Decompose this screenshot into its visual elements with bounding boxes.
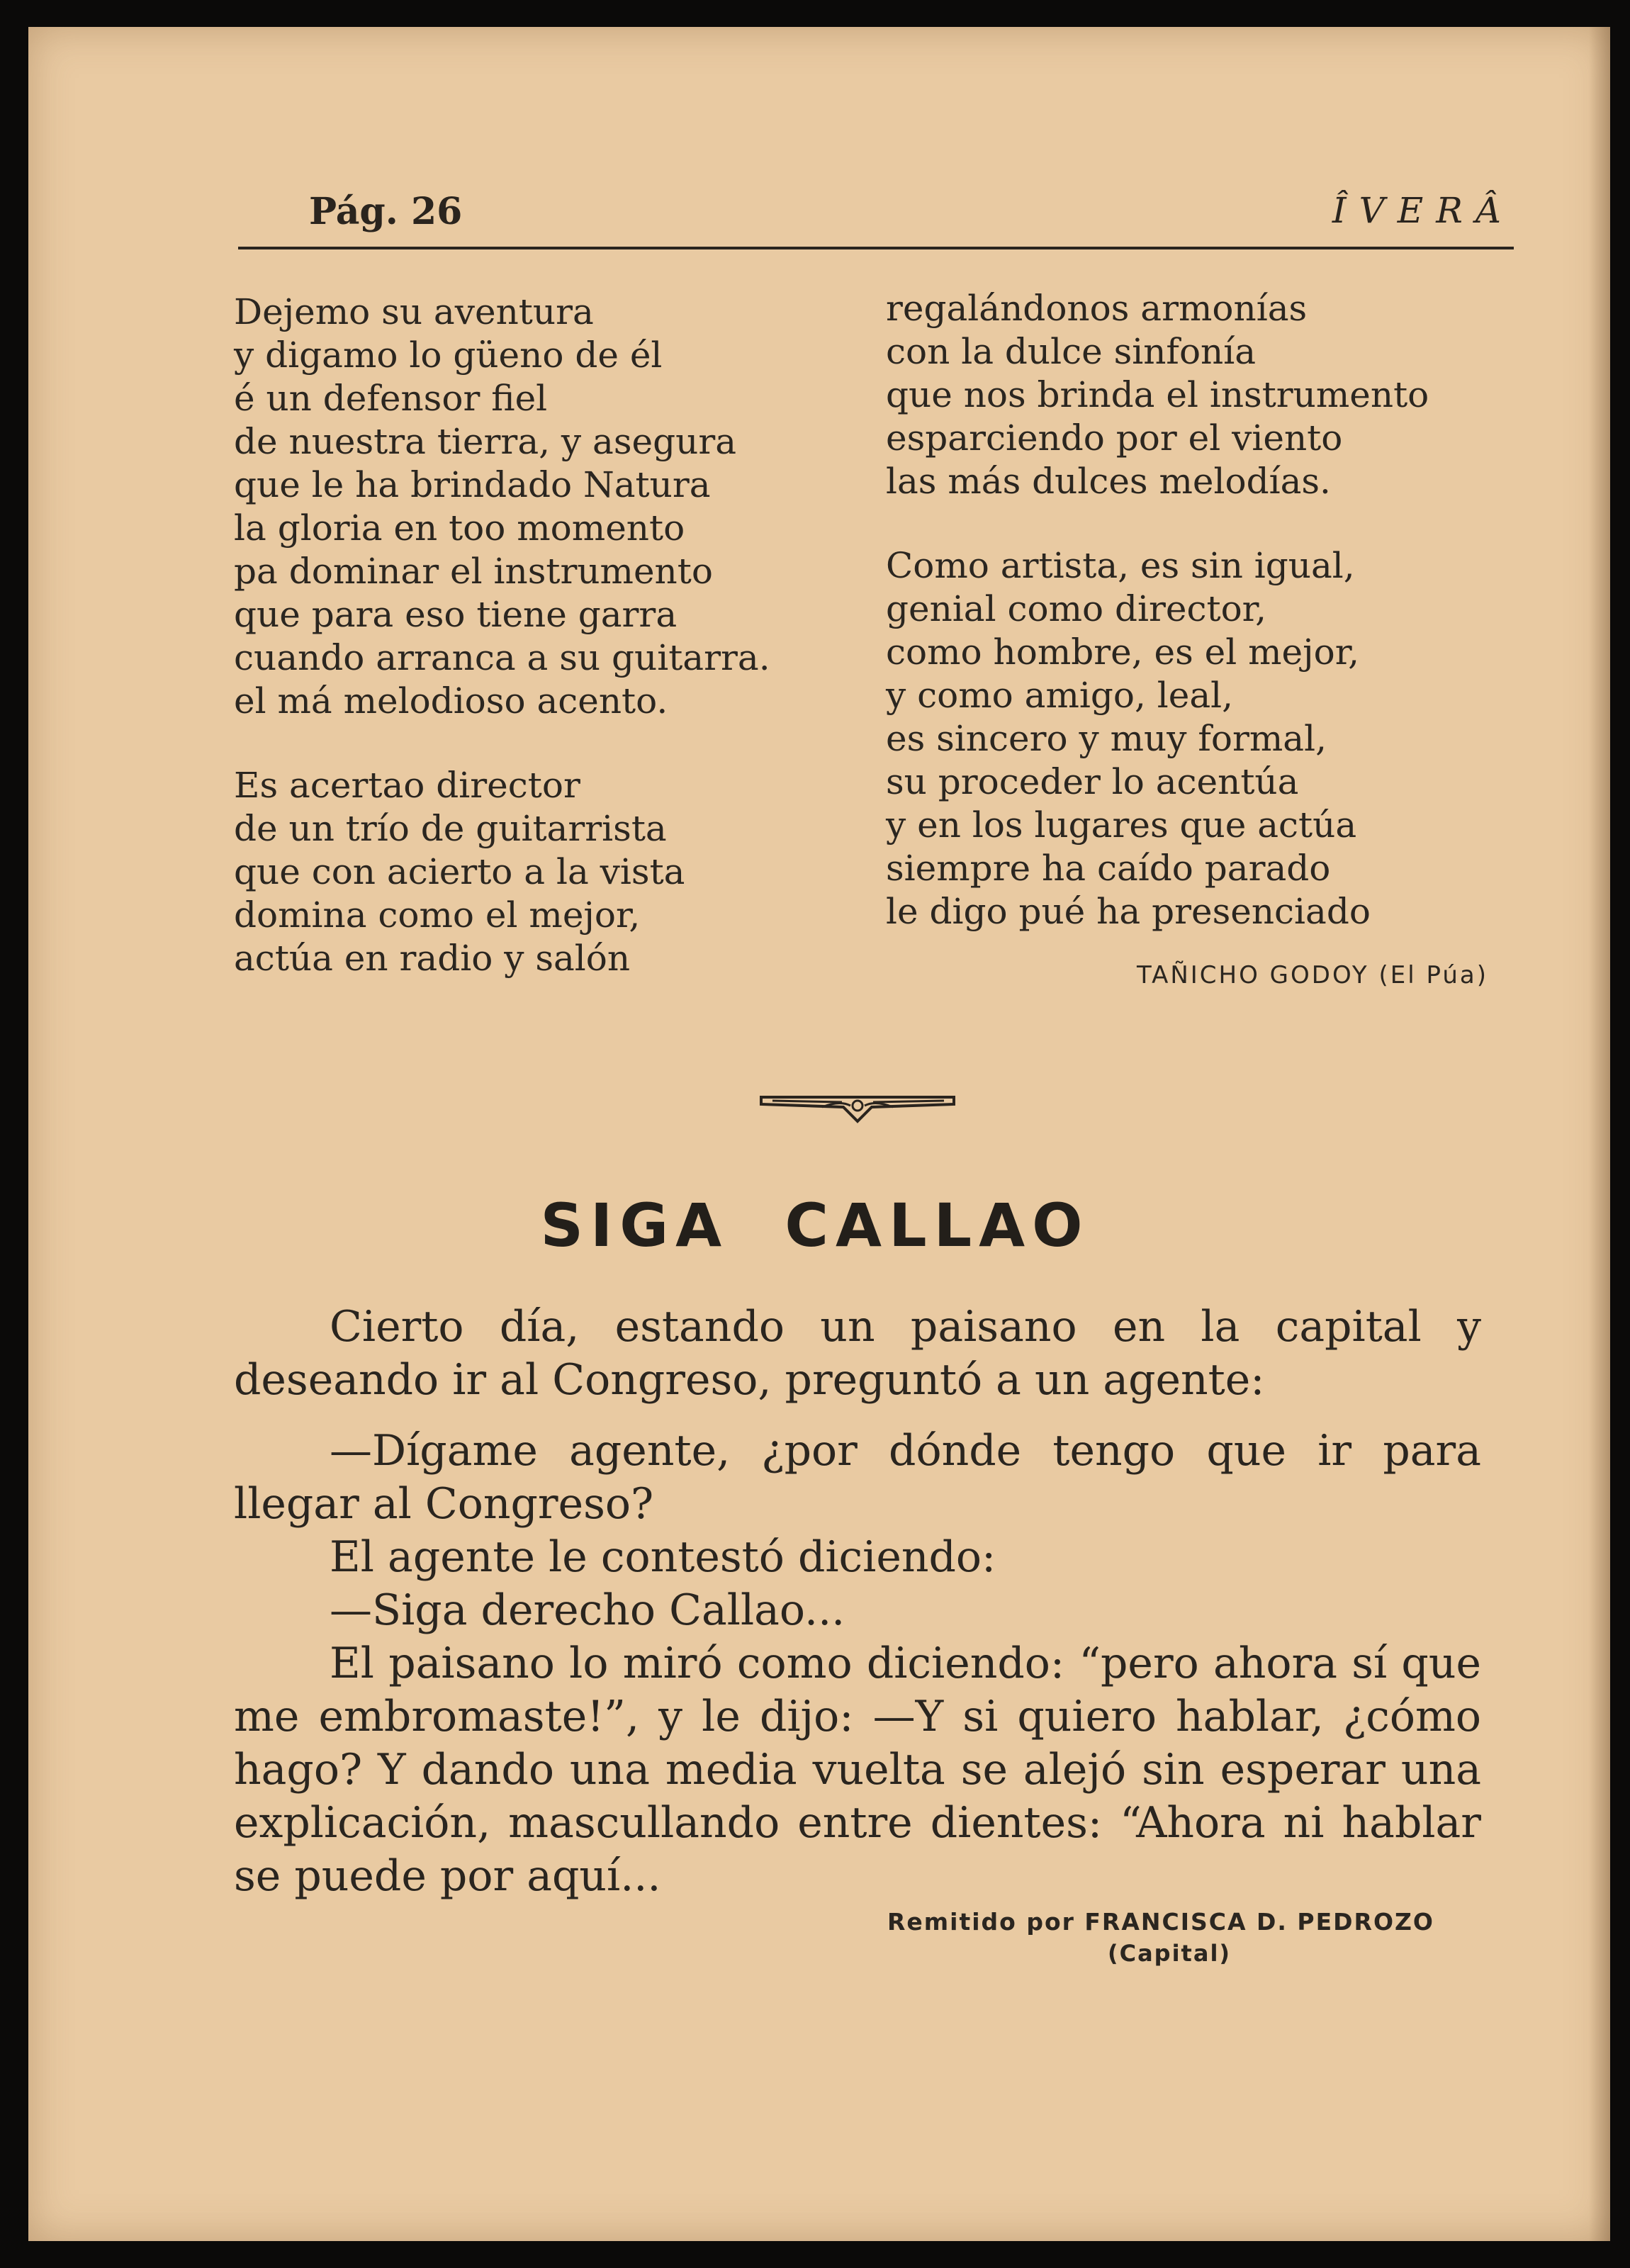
story-body: [234, 1301, 1481, 1903]
poem-stanza: [234, 764, 843, 980]
poem-line: y como amigo, leal,: [886, 675, 1234, 716]
poem-stanza: [886, 544, 1510, 933]
page-header: [238, 169, 1514, 249]
poem-line: con la dulce sinfonía: [886, 331, 1257, 372]
poem-line: el má melodioso acento.: [234, 680, 668, 722]
story-paragraph: El agente le contestó diciendo:: [330, 1532, 996, 1582]
poem-line: y digamo lo güeno de él: [234, 335, 663, 376]
poem-stanza: [234, 291, 843, 723]
poem-line: actúa en radio y salón: [234, 938, 631, 979]
poem-line: cuando arranca a su guitarra.: [234, 637, 770, 678]
poem-line: Es acertao director: [234, 765, 580, 806]
poem-line: la gloria en too momento: [234, 507, 685, 549]
poem-line: pa dominar el instrumento: [234, 551, 713, 592]
poem-line: que nos brinda el instrumento: [886, 374, 1429, 415]
poem-line: como hombre, es el mejor,: [886, 631, 1360, 673]
poem-right-column: [886, 287, 1510, 975]
poem-line: las más dulces melodías.: [886, 461, 1331, 502]
poem-line: regalándonos armonías: [886, 288, 1308, 329]
poem-line: de un trío de guitarrista: [234, 808, 667, 849]
story-title: SIGA CALLAO: [540, 1191, 1090, 1260]
poem-line: genial como director,: [886, 588, 1266, 629]
story-paragraph: Cierto día, estando un paisano en la capital y deseando ir al Congreso, preguntó a un agente:: [234, 1302, 1481, 1405]
story-paragraph: El paisano lo miró como diciendo: “pero ahora sí que me embromaste!”, y le dijo: —Y si quiero hablar, ¿cómo hago? Y dando una media vuelta se alejó sin esperar una explicación, mascullando entre dientes: “Ahora ni hablar se puede por aquí...: [234, 1639, 1481, 1901]
story-paragraph: —Dígame agente, ¿por dónde tengo que ir para llegar al Congreso?: [234, 1426, 1481, 1529]
story-credit-location: (Capital): [1107, 1940, 1232, 1967]
story-credit: Remitido por FRANCISCA D. PEDROZO: [887, 1908, 1434, 1936]
poem-line: siempre ha caído parado: [886, 848, 1331, 889]
ornament-divider-icon: [758, 1084, 957, 1130]
poem-line: y en los lugares que actúa: [886, 804, 1357, 846]
poem-stanza: [886, 287, 1510, 503]
poem-line: que para eso tiene garra: [234, 594, 678, 635]
poem-left-column: [234, 291, 843, 1021]
journal-title: ÎVERÂ: [1332, 190, 1514, 231]
poem-line: Como artista, es sin igual,: [886, 545, 1355, 586]
poem-signature: TAÑICHO GODOY (El Púa): [1136, 961, 1488, 989]
poem-line: domina como el mejor,: [234, 894, 641, 936]
poem-line: su proceder lo acentúa: [886, 761, 1299, 802]
poem-line: é un defensor fiel: [234, 378, 548, 419]
poem-line: es sincero y muy formal,: [886, 718, 1327, 759]
poem-line: que con acierto a la vista: [234, 851, 685, 892]
story-paragraph: —Siga derecho Callao...: [330, 1585, 845, 1635]
page-number: Pág. 26: [309, 190, 463, 233]
poem-line: Dejemo su aventura: [234, 291, 594, 332]
poem-line: esparciendo por el viento: [886, 417, 1343, 459]
poem-line: que le ha brindado Natura: [234, 464, 711, 505]
poem-line: le digo pué ha presenciado: [886, 891, 1371, 932]
poem-line: de nuestra tierra, y asegura: [234, 421, 737, 462]
